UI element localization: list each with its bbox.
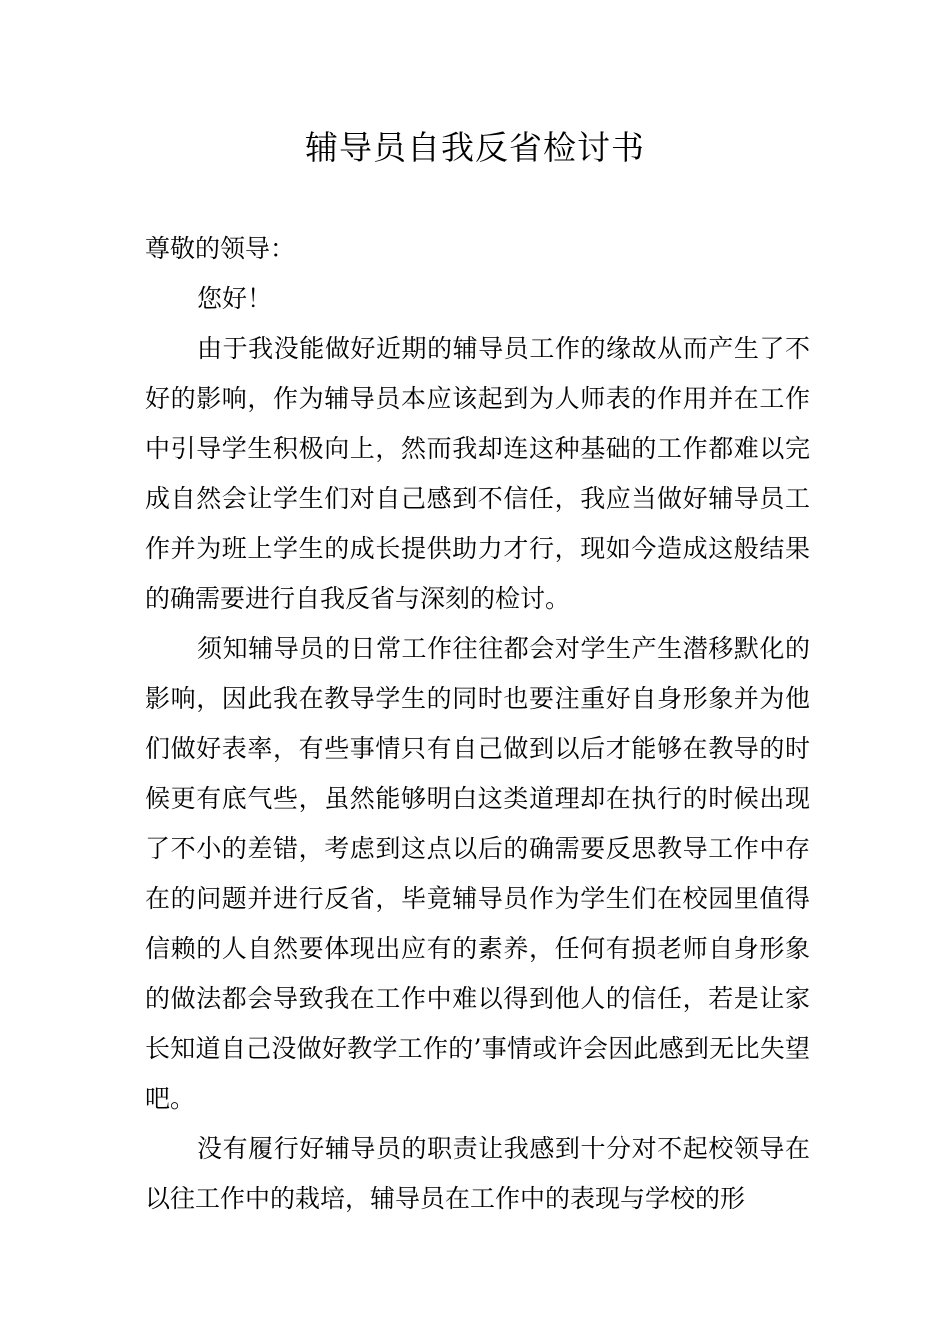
- document-body: [145, 224, 810, 1224]
- document-title: 辅导员自我反省检讨书: [305, 128, 645, 167]
- salutation: 尊敬的领导：: [145, 234, 296, 263]
- paragraph-2: 须知辅导员的日常工作往往都会对学生产生潜移默化的影响，因此我在教导学生的同时也要注重好自身形象并为他们做好表率，有些事情只有自己做到以后才能够在教导的时候更有底气些，虽然能够明白这类道理却在执行的时候出现了不小的差错，考虑到这点以后的确需要反思教导工作中存在的问题并进行反省，毕竟辅导员作为学生们在校园里值得信赖的人自然要体现出应有的素养，任何有损老师自身形象的做法都会导致我在工作中难以得到他人的信任，若是让家长知道自己没做好教学工作的’事情或许会因此感到无比失望吧。: [145, 634, 810, 1113]
- paragraph-3: 没有履行好辅导员的职责让我感到十分对不起校领导在以往工作中的栽培，辅导员在工作中的表现与学校的形: [145, 1134, 810, 1213]
- greeting: 您好！: [197, 284, 273, 313]
- paragraph-1: 由于我没能做好近期的辅导员工作的缘故从而产生了不好的影响，作为辅导员本应该起到为人师表的作用并在工作中引导学生积极向上，然而我却连这种基础的工作都难以完成自然会让学生们对自己感到不信任，我应当做好辅导员工作并为班上学生的成长提供助力才行，现如今造成这般结果的确需要进行自我反省与深刻的检讨。: [145, 334, 810, 613]
